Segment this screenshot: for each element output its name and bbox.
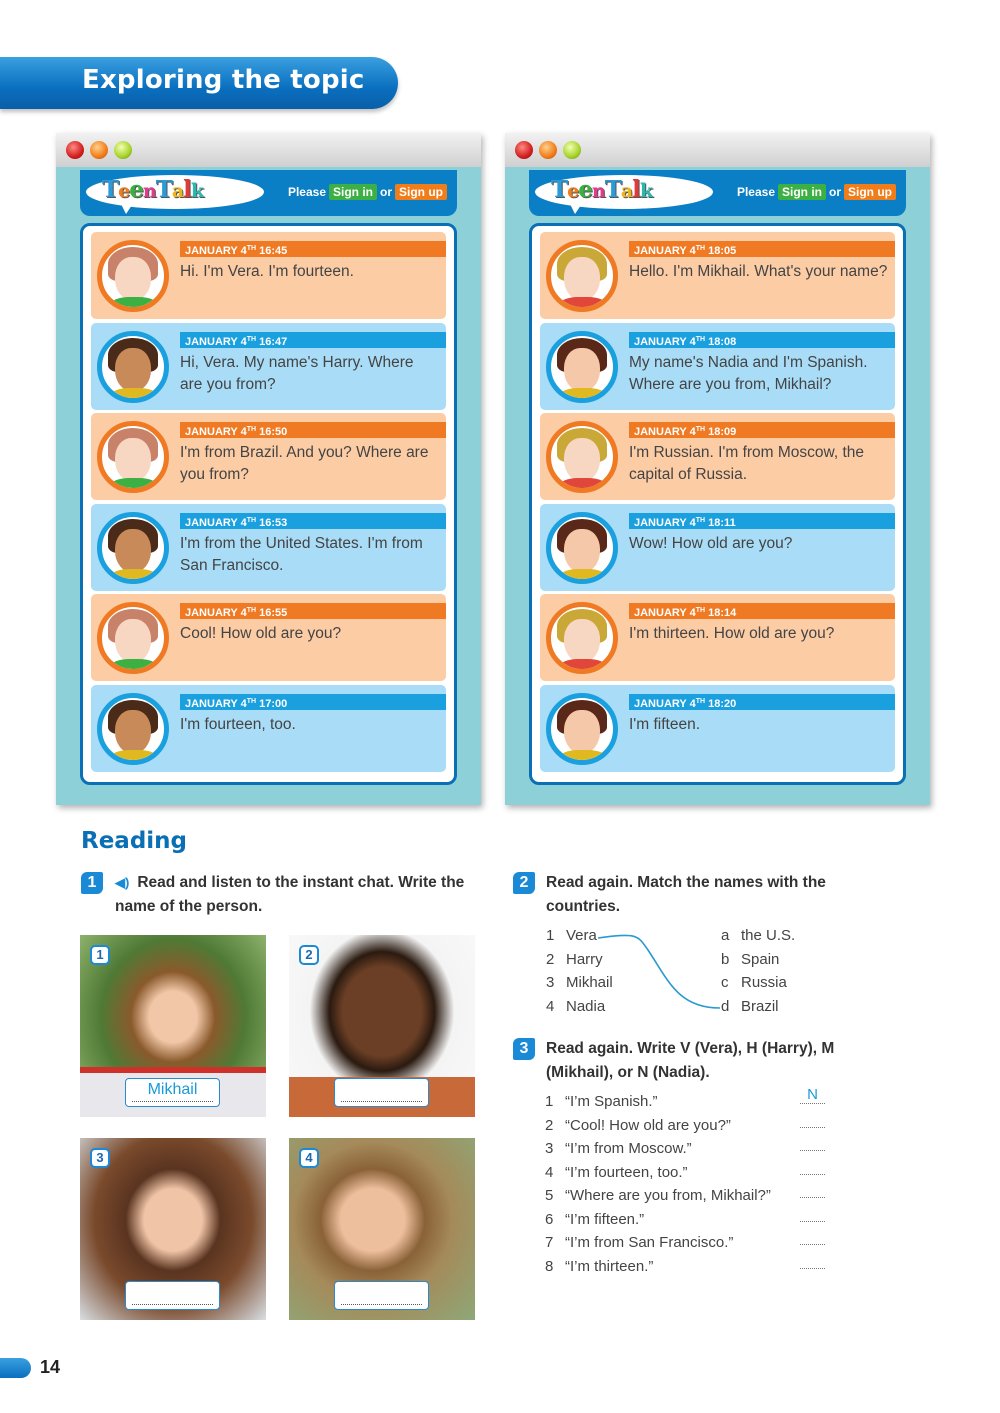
shirt: [559, 569, 607, 584]
avatar-harry: [97, 331, 169, 403]
face: [115, 529, 151, 573]
name-answer-field[interactable]: Mikhail: [125, 1078, 220, 1107]
avatar-nadia: [546, 512, 618, 584]
quote-item: 7 “I’m from San Francisco.”: [545, 1231, 835, 1255]
chat-message: [91, 413, 446, 500]
message-text: I'm from the United States. I'm from San Francisco.: [180, 534, 423, 574]
exercise-2-number: 2: [513, 872, 535, 894]
shirt: [110, 569, 158, 584]
chat-message: [91, 323, 446, 410]
message-text: Hi, Vera. My name's Harry. Where are you from?: [180, 353, 414, 393]
face: [564, 619, 600, 663]
section-banner: [0, 57, 398, 109]
auth-links: [288, 184, 447, 200]
chat-message: [540, 594, 895, 681]
name-answer-field[interactable]: [334, 1281, 429, 1310]
photo-3-girl: [80, 1138, 266, 1320]
window-titlebar: [56, 133, 481, 167]
logo-letter: T: [102, 176, 119, 203]
logo-speech-tail: [120, 202, 134, 214]
answer-blank[interactable]: [800, 1174, 825, 1175]
chat-message: [540, 232, 895, 319]
close-window-icon[interactable]: [66, 141, 84, 159]
answer-blank[interactable]: [800, 1268, 825, 1269]
face: [115, 348, 151, 392]
message-text: I'm Russian. I'm from Moscow, the capital of Russia.: [629, 444, 865, 483]
face: [564, 257, 600, 301]
message-timestamp: JANUARY 4TH 16:53: [180, 513, 446, 529]
chat-message: [540, 504, 895, 591]
or-label: or: [380, 185, 392, 199]
shirt: [110, 297, 158, 312]
avatar-mikhail: [546, 602, 618, 674]
avatar-nadia: [546, 693, 618, 765]
chat-message: [91, 685, 446, 772]
exercise-3-instruction: Read again. Write V (Vera), H (Harry), M (Mikhail), or N (Nadia).: [546, 1040, 835, 1081]
avatar-vera: [97, 421, 169, 493]
message-text: Wow! How old are you?: [629, 534, 793, 552]
auth-links: [737, 184, 896, 200]
avatar-harry: [97, 512, 169, 584]
logo-text: [551, 176, 652, 203]
country-item[interactable]: c Russia: [721, 974, 787, 992]
message-timestamp: JANUARY 4TH 18:14: [629, 603, 895, 619]
photo-number: 1: [90, 945, 110, 965]
message-text: My name's Nadia and I'm Spanish. Where are you from, Mikhail?: [629, 353, 868, 393]
shirt: [559, 388, 607, 403]
avatar-vera: [97, 602, 169, 674]
exercise-3-number: 3: [513, 1038, 535, 1060]
name-answer-field[interactable]: [334, 1078, 429, 1107]
logo-text: [102, 176, 203, 203]
exercise-1-instruction: [115, 871, 475, 919]
message-timestamp: JANUARY 4TH 16:45: [180, 241, 446, 257]
avatar-harry: [97, 693, 169, 765]
photo-2-boy: [289, 935, 475, 1117]
chat-message: [540, 413, 895, 500]
logo-letter: k: [639, 180, 653, 202]
answer-blank[interactable]: [800, 1221, 825, 1222]
logo-letter: e: [578, 176, 592, 203]
message-timestamp: JANUARY 4TH 18:09: [629, 422, 895, 438]
quote-item: 5 “Where are you from, Mikhail?”: [545, 1184, 835, 1208]
site-header: [529, 170, 906, 216]
country-item[interactable]: b Spain: [721, 950, 780, 968]
answer-blank[interactable]: [800, 1197, 825, 1198]
minimize-window-icon[interactable]: [539, 141, 557, 159]
answer-blank[interactable]: [800, 1127, 825, 1128]
avatar-mikhail: [546, 421, 618, 493]
message-timestamp: JANUARY 4TH 16:55: [180, 603, 446, 619]
avatar-nadia: [546, 331, 618, 403]
message-text: Hi. I'm Vera. I'm fourteen.: [180, 263, 354, 280]
close-window-icon[interactable]: [515, 141, 533, 159]
logo-letter: l: [632, 176, 640, 203]
maximize-window-icon[interactable]: [114, 141, 132, 159]
face: [564, 438, 600, 482]
countries-list: [721, 924, 795, 1019]
please-label: Please: [287, 185, 326, 199]
name-answer-field[interactable]: [125, 1281, 220, 1310]
message-text: I'm fourteen, too.: [180, 715, 296, 733]
avatar-vera: [97, 240, 169, 312]
name-item[interactable]: 4 Nadia: [546, 998, 606, 1016]
photo-number: 2: [299, 945, 319, 965]
face: [115, 438, 151, 482]
match-line: [598, 930, 723, 1012]
message-text: I'm thirteen. How old are you?: [629, 625, 835, 642]
reading-heading: Reading: [81, 828, 188, 854]
answer-blank[interactable]: N: [800, 1103, 825, 1104]
sign-in-button[interactable]: Sign in: [329, 184, 377, 200]
photo-number: 3: [90, 1148, 110, 1168]
chat-message: [91, 504, 446, 591]
logo-letter: e: [567, 180, 579, 202]
site-header: [80, 170, 457, 216]
page-tab: [0, 1358, 31, 1378]
sign-up-button[interactable]: Sign up: [844, 184, 896, 200]
logo-letter: n: [142, 180, 156, 202]
shirt: [559, 478, 607, 493]
quote-item: 3 “I’m from Moscow.”: [545, 1137, 835, 1161]
maximize-window-icon[interactable]: [563, 141, 581, 159]
shirt: [110, 750, 158, 765]
message-timestamp: JANUARY 4TH 18:20: [629, 694, 895, 710]
photo-4-girl: [289, 1138, 475, 1320]
logo-letter: a: [171, 180, 184, 202]
answer-blank[interactable]: [800, 1244, 825, 1245]
audio-speaker-icon[interactable]: ◀): [115, 875, 130, 890]
face: [115, 710, 151, 754]
shirt: [559, 659, 607, 674]
country-item[interactable]: a the U.S.: [721, 927, 796, 944]
message-text: I'm fifteen.: [629, 715, 701, 733]
country-item[interactable]: d Brazil: [721, 998, 779, 1016]
message-text: Cool! How old are you?: [180, 625, 342, 642]
chat-message: [91, 232, 446, 319]
chat-feed: [80, 223, 457, 785]
logo-letter: n: [591, 180, 605, 202]
please-label: Please: [736, 185, 775, 199]
quote-list: [545, 1086, 835, 1278]
chat-window-right: [505, 133, 930, 805]
chat-window-left: [56, 133, 481, 805]
face: [115, 619, 151, 663]
photo-1-boy: [80, 935, 266, 1117]
page-title: Exploring the topic: [82, 65, 365, 95]
quote-item: 8 “I’m thirteen.”: [545, 1255, 835, 1279]
minimize-window-icon[interactable]: [90, 141, 108, 159]
sign-up-button[interactable]: Sign up: [395, 184, 447, 200]
shirt: [559, 750, 607, 765]
chat-message: [540, 323, 895, 410]
message-timestamp: JANUARY 4TH 18:11: [629, 513, 895, 529]
quote-item: 2 “Cool! How old are you?”: [545, 1114, 835, 1138]
exercise-1-text: Read and listen to the instant chat. Write the name of the person.: [115, 874, 465, 915]
logo-letter: T: [551, 176, 568, 203]
face: [564, 710, 600, 754]
face: [564, 529, 600, 573]
page-number: 14: [40, 1357, 61, 1377]
logo-letter: k: [190, 180, 204, 202]
message-text: Hello. I'm Mikhail. What's your name?: [629, 263, 888, 280]
chat-message: [540, 685, 895, 772]
window-titlebar: [505, 133, 930, 167]
logo-letter: a: [620, 180, 633, 202]
face: [564, 348, 600, 392]
shirt: [559, 297, 607, 312]
logo-letter: e: [118, 180, 130, 202]
quote-item: 1 “I’m Spanish.” N: [545, 1090, 835, 1114]
logo-letter: e: [129, 176, 143, 203]
quote-item: 6 “I’m fifteen.”: [545, 1208, 835, 1232]
shirt: [110, 659, 158, 674]
sign-in-button[interactable]: Sign in: [778, 184, 826, 200]
message-timestamp: JANUARY 4TH 18:08: [629, 332, 895, 348]
logo-letter: l: [183, 176, 191, 203]
quote-item: 4 “I’m fourteen, too.”: [545, 1161, 835, 1185]
or-label: or: [829, 185, 841, 199]
exercise-1-number: 1: [81, 872, 103, 894]
avatar-mikhail: [546, 240, 618, 312]
message-timestamp: JANUARY 4TH 17:00: [180, 694, 446, 710]
logo-letter: T: [604, 176, 621, 203]
name-item[interactable]: 3 Mikhail: [546, 974, 613, 992]
message-timestamp: JANUARY 4TH 16:50: [180, 422, 446, 438]
name-item[interactable]: 2 Harry: [546, 950, 603, 968]
photo-number: 4: [299, 1148, 319, 1168]
face: [115, 257, 151, 301]
shirt: [110, 478, 158, 493]
logo-speech-tail: [569, 202, 583, 214]
exercise-2-instruction: Read again. Match the names with the countries.: [546, 874, 826, 915]
name-item[interactable]: 1 Vera: [546, 927, 597, 944]
answer-blank[interactable]: [800, 1150, 825, 1151]
chat-message: [91, 594, 446, 681]
message-timestamp: JANUARY 4TH 16:47: [180, 332, 446, 348]
message-timestamp: JANUARY 4TH 18:05: [629, 241, 895, 257]
logo-letter: T: [155, 176, 172, 203]
message-text: I'm from Brazil. And you? Where are you from?: [180, 444, 429, 483]
chat-feed: [529, 223, 906, 785]
shirt: [110, 388, 158, 403]
